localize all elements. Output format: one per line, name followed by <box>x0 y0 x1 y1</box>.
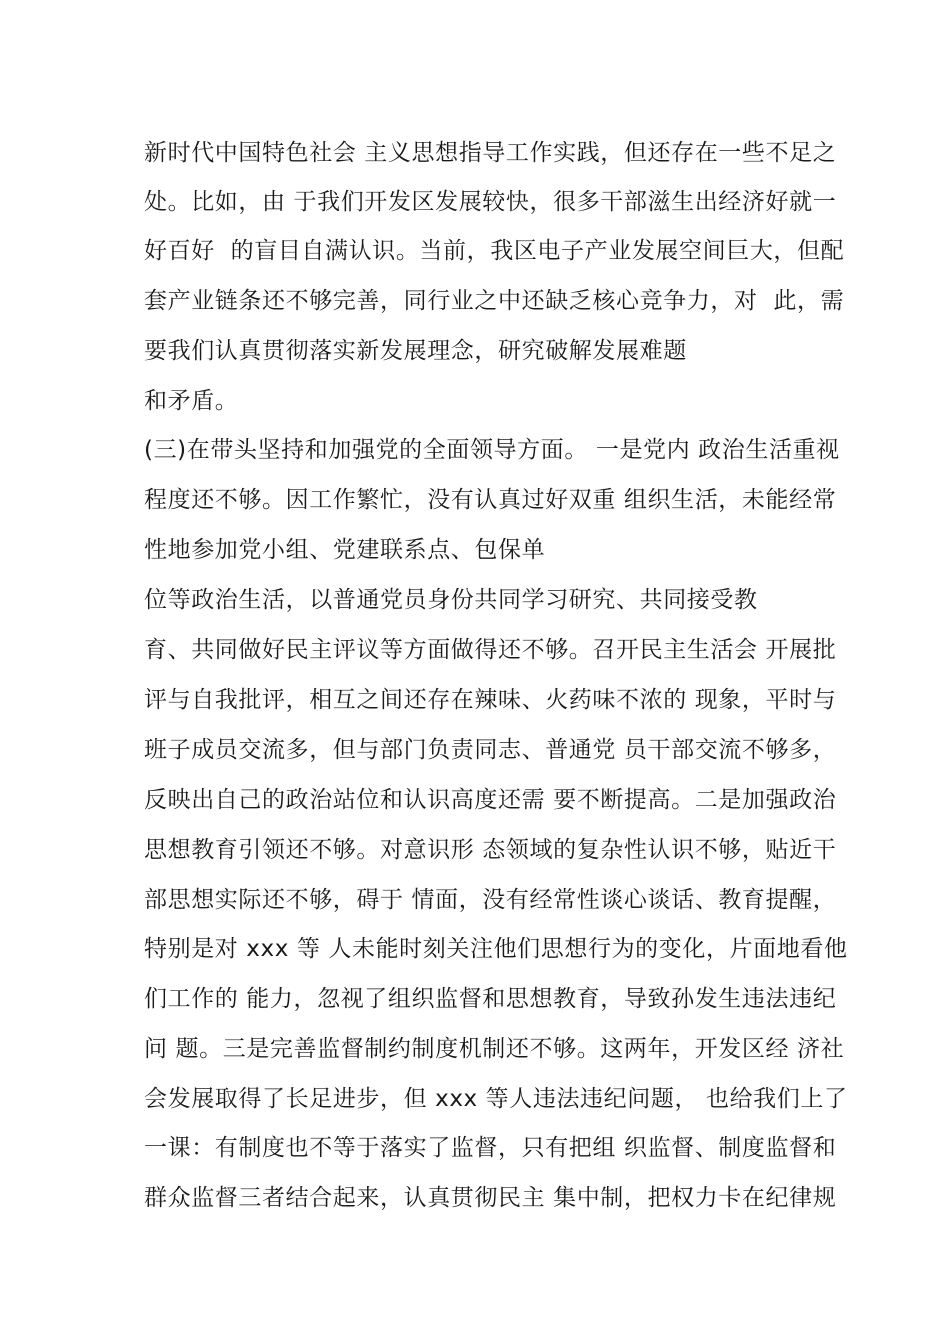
text-line: 会发展取得了长足进步，但 xxx 等人违法违纪问题， 也给我们上了 <box>144 1086 848 1112</box>
text-line: 部思想实际还不够，碍于 情面，没有经常性谈心谈话、教育提醒， <box>144 887 837 913</box>
text-line: 套产业链条还不够完善，同行业之中还缺乏核心竞争力，对 此，需 <box>144 288 845 314</box>
text-line: 要我们认真贯彻落实新发展理念，研究破解发展难题 <box>144 338 687 364</box>
text-line: 和矛盾。 <box>144 388 239 414</box>
text-line: 程度还不够。因工作繁忙，没有认真过好双重 组织生活，未能经常 <box>144 487 837 513</box>
text-line: 好百好 的盲目自满认识。当前，我区电子产业发展空间巨大，但配 <box>144 238 845 264</box>
text-line: 思想教育引领还不够。对意识形 态领域的复杂性认识不够，贴近干 <box>144 837 837 863</box>
text-line: 评与自我批评，相互之间还存在辣味、火药味不浓的 现象，平时与 <box>144 687 837 713</box>
text-line: 班子成员交流多，但与部门负责同志、普通党 员干部交流不够多， <box>144 737 837 763</box>
text-line: 群众监督三者结合起来，认真贯彻民主 集中制，把权力卡在纪律规 <box>144 1185 837 1211</box>
text-line: 们工作的 能力，忽视了组织监督和思想教育，导致孙发生违法违纪 <box>144 986 837 1012</box>
text-line: 一课：有制度也不等于落实了监督，只有把组 织监督、制度监督和 <box>144 1135 837 1161</box>
text-line: 性地参加党小组、党建联系点、包保单 <box>144 537 546 563</box>
text-line: 新时代中国特色社会 主义思想指导工作实践，但还存在一些不足之 <box>144 140 837 166</box>
text-line: 育、共同做好民主评议等方面做得还不够。召开民主生活会 开展批 <box>144 637 837 663</box>
text-line: 反映出自己的政治站位和认识高度还需 要不断提高。二是加强政治 <box>144 787 837 813</box>
text-line: 处。比如，由 于我们开发区发展较快，很多干部滋生出经济好就一 <box>144 189 837 215</box>
text-line: 特别是对 xxx 等 人未能时刻关注他们思想行为的变化，片面地看他 <box>144 936 848 962</box>
text-line: 问 题。三是完善监督制约制度机制还不够。这两年，开发区经 济社 <box>144 1036 845 1062</box>
text-line: 位等政治生活，以普通党员身份共同学习研究、共同接受教 <box>144 587 758 613</box>
section-heading-line: (三)在带头坚持和加强党的全面领导方面。 一是党内 政治生活重视 <box>144 437 840 463</box>
